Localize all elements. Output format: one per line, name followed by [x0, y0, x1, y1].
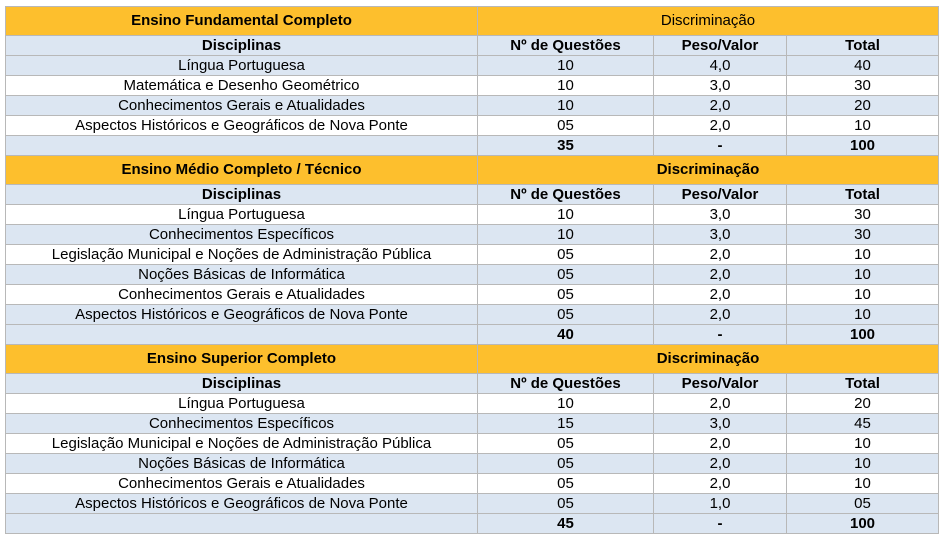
total-cell: 30: [787, 76, 939, 96]
col-disciplinas: Disciplinas: [6, 185, 478, 205]
total-blank: [6, 136, 478, 156]
col-questoes: Nº de Questões: [478, 185, 654, 205]
peso-cell: 1,0: [654, 494, 787, 514]
table-row: [6, 414, 939, 434]
total-cell: 10: [787, 265, 939, 285]
sum-questoes: 45: [478, 514, 654, 534]
total-cell: 40: [787, 56, 939, 76]
questoes-cell: 10: [478, 205, 654, 225]
total-cell: 30: [787, 205, 939, 225]
total-cell: 20: [787, 394, 939, 414]
disciplina-cell: Língua Portuguesa: [6, 56, 478, 76]
questoes-cell: 05: [478, 454, 654, 474]
peso-cell: 2,0: [654, 394, 787, 414]
total-cell: 10: [787, 245, 939, 265]
total-blank: [6, 325, 478, 345]
section-title: Ensino Fundamental Completo: [6, 7, 478, 36]
exam-weights-table: [5, 6, 939, 534]
col-peso: Peso/Valor: [654, 185, 787, 205]
questoes-cell: 15: [478, 414, 654, 434]
col-questoes: Nº de Questões: [478, 36, 654, 56]
questoes-cell: 10: [478, 56, 654, 76]
section-header: [6, 7, 939, 36]
disciplina-cell: Conhecimentos Gerais e Atualidades: [6, 96, 478, 116]
total-cell: 45: [787, 414, 939, 434]
disciplina-cell: Aspectos Históricos e Geográficos de Nova Ponte: [6, 116, 478, 136]
sum-peso: -: [654, 325, 787, 345]
sum-total: 100: [787, 514, 939, 534]
peso-cell: 3,0: [654, 225, 787, 245]
peso-cell: 2,0: [654, 265, 787, 285]
sum-peso: -: [654, 136, 787, 156]
questoes-cell: 05: [478, 305, 654, 325]
col-total: Total: [787, 185, 939, 205]
table-row: [6, 494, 939, 514]
peso-cell: 3,0: [654, 205, 787, 225]
section-title: Ensino Médio Completo / Técnico: [6, 156, 478, 185]
peso-cell: 2,0: [654, 305, 787, 325]
disciplina-cell: Legislação Municipal e Noções de Administração Pública: [6, 245, 478, 265]
discriminacao-label: Discriminação: [478, 156, 939, 185]
total-row: [6, 514, 939, 534]
total-cell: 05: [787, 494, 939, 514]
section-title: Ensino Superior Completo: [6, 345, 478, 374]
disciplina-cell: Matemática e Desenho Geométrico: [6, 76, 478, 96]
total-cell: 30: [787, 225, 939, 245]
questoes-cell: 05: [478, 285, 654, 305]
sum-total: 100: [787, 136, 939, 156]
questoes-cell: 05: [478, 245, 654, 265]
column-header-row: [6, 36, 939, 56]
table-row: [6, 434, 939, 454]
questoes-cell: 05: [478, 116, 654, 136]
peso-cell: 2,0: [654, 245, 787, 265]
questoes-cell: 05: [478, 434, 654, 454]
sum-total: 100: [787, 325, 939, 345]
table-row: [6, 394, 939, 414]
col-peso: Peso/Valor: [654, 374, 787, 394]
table-row: [6, 225, 939, 245]
peso-cell: 2,0: [654, 474, 787, 494]
disciplina-cell: Conhecimentos Específicos: [6, 225, 478, 245]
total-cell: 10: [787, 474, 939, 494]
table-row: [6, 245, 939, 265]
disciplina-cell: Língua Portuguesa: [6, 394, 478, 414]
disciplina-cell: Conhecimentos Gerais e Atualidades: [6, 474, 478, 494]
total-cell: 10: [787, 116, 939, 136]
peso-cell: 2,0: [654, 116, 787, 136]
questoes-cell: 05: [478, 494, 654, 514]
disciplina-cell: Noções Básicas de Informática: [6, 265, 478, 285]
peso-cell: 3,0: [654, 76, 787, 96]
table-row: [6, 265, 939, 285]
discriminacao-label: Discriminação: [478, 7, 939, 36]
questoes-cell: 10: [478, 394, 654, 414]
peso-cell: 2,0: [654, 285, 787, 305]
total-cell: 10: [787, 454, 939, 474]
questoes-cell: 10: [478, 96, 654, 116]
table-row: [6, 116, 939, 136]
sum-questoes: 40: [478, 325, 654, 345]
peso-cell: 3,0: [654, 414, 787, 434]
disciplina-cell: Conhecimentos Gerais e Atualidades: [6, 285, 478, 305]
total-cell: 10: [787, 434, 939, 454]
table-row: [6, 474, 939, 494]
col-disciplinas: Disciplinas: [6, 36, 478, 56]
disciplina-cell: Aspectos Históricos e Geográficos de Nova Ponte: [6, 305, 478, 325]
table-row: [6, 56, 939, 76]
table-row: [6, 305, 939, 325]
disciplina-cell: Noções Básicas de Informática: [6, 454, 478, 474]
disciplina-cell: Aspectos Históricos e Geográficos de Nova Ponte: [6, 494, 478, 514]
questoes-cell: 10: [478, 76, 654, 96]
table-row: [6, 205, 939, 225]
total-cell: 10: [787, 285, 939, 305]
col-questoes: Nº de Questões: [478, 374, 654, 394]
sum-peso: -: [654, 514, 787, 534]
discriminacao-label: Discriminação: [478, 345, 939, 374]
questoes-cell: 05: [478, 474, 654, 494]
questoes-cell: 05: [478, 265, 654, 285]
disciplina-cell: Conhecimentos Específicos: [6, 414, 478, 434]
sum-questoes: 35: [478, 136, 654, 156]
section-header: [6, 156, 939, 185]
total-blank: [6, 514, 478, 534]
col-total: Total: [787, 374, 939, 394]
column-header-row: [6, 185, 939, 205]
col-disciplinas: Disciplinas: [6, 374, 478, 394]
questoes-cell: 10: [478, 225, 654, 245]
table-row: [6, 454, 939, 474]
column-header-row: [6, 374, 939, 394]
peso-cell: 2,0: [654, 434, 787, 454]
total-row: [6, 136, 939, 156]
total-cell: 20: [787, 96, 939, 116]
section-header: [6, 345, 939, 374]
total-row: [6, 325, 939, 345]
table-row: [6, 96, 939, 116]
total-cell: 10: [787, 305, 939, 325]
col-total: Total: [787, 36, 939, 56]
disciplina-cell: Língua Portuguesa: [6, 205, 478, 225]
peso-cell: 2,0: [654, 96, 787, 116]
table-row: [6, 285, 939, 305]
table-row: [6, 76, 939, 96]
peso-cell: 4,0: [654, 56, 787, 76]
disciplina-cell: Legislação Municipal e Noções de Administração Pública: [6, 434, 478, 454]
exam-tables: [5, 6, 938, 534]
col-peso: Peso/Valor: [654, 36, 787, 56]
peso-cell: 2,0: [654, 454, 787, 474]
